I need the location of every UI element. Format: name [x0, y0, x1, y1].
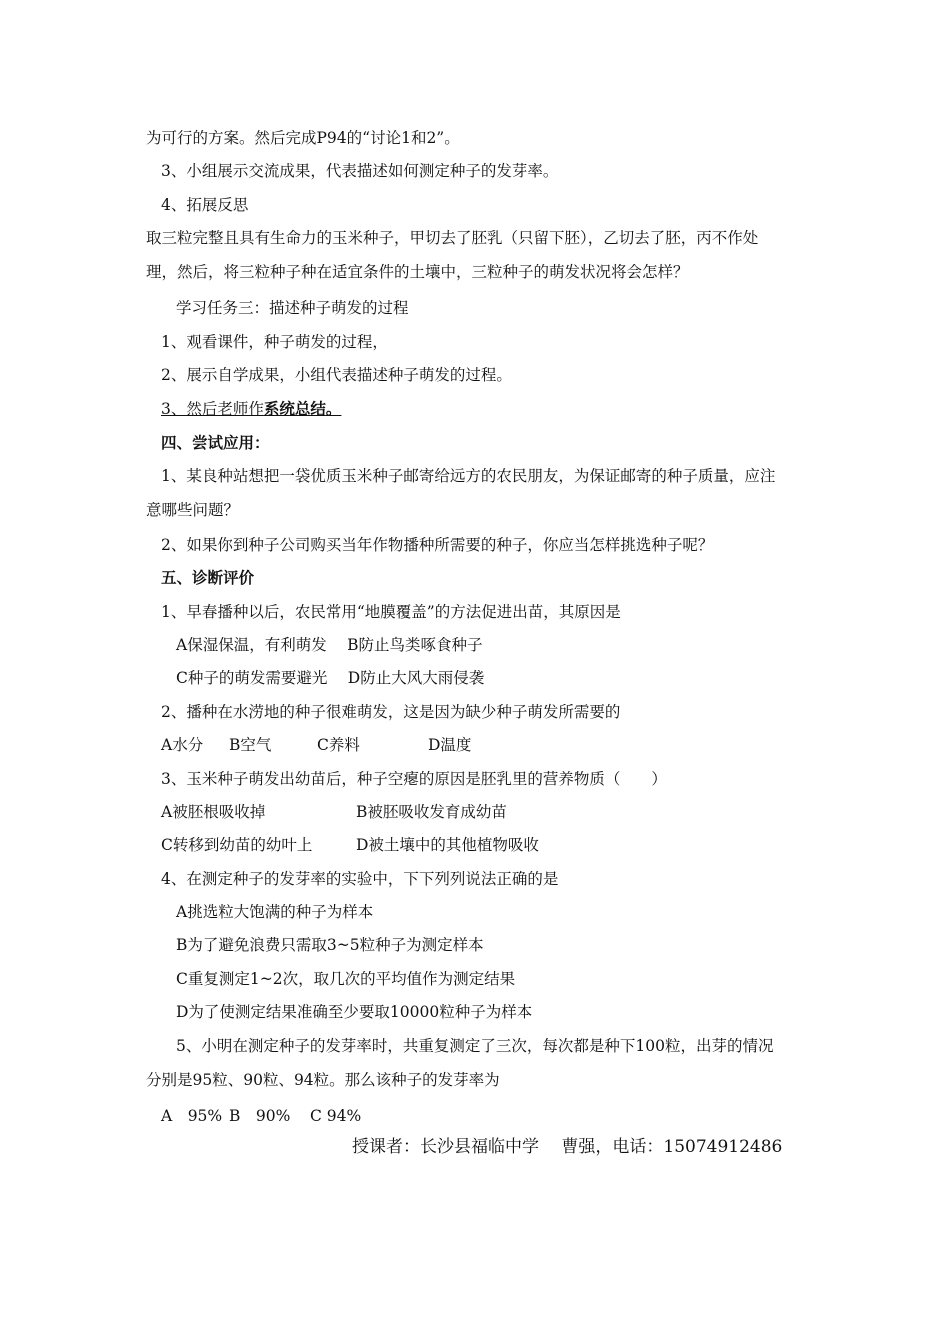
question-text: 分别是95粒、90粒、94粒。那么该种子的发芽率为	[146, 1071, 500, 1089]
question-text: 1、早春播种以后，农民常用“地膜覆盖”的方法促进出苗，其原因是	[161, 603, 621, 621]
section-heading: 五、诊断评价	[161, 568, 255, 587]
question-text: 2、如果你到种子公司购买当年作物播种所需要的种子，你应当怎样挑选种子呢？	[161, 536, 714, 554]
line-text: 。	[325, 399, 342, 418]
question-text: 意哪些问题？	[146, 501, 240, 519]
question-text: 4、在测定种子的发芽率的实验中，下下列列说法正确的是	[161, 870, 559, 888]
question-text: 1、某良种站想把一袋优质玉米种子邮寄给远方的农民朋友，为保证邮寄的种子质量，应注	[161, 467, 776, 485]
answer-options: C种子的萌发需要避光 D防止大风大雨侵袭	[176, 669, 485, 687]
answer-option: C 94%	[310, 1107, 362, 1125]
answer-option: A水分	[161, 736, 204, 754]
answer-option: D温度	[428, 736, 472, 754]
section-heading: 四、尝试应用：	[161, 433, 270, 452]
answer-option: B空气	[229, 736, 272, 754]
answer-option: C重复测定1~2次，取几次的平均值作为测定结果	[176, 970, 516, 988]
answer-option: D为了使测定结果准确至少要取10000粒种子为样本	[176, 1003, 533, 1021]
paragraph-line: 2、展示自学成果，小组代表描述种子萌发的过程。	[161, 366, 512, 384]
question-text: 2、播种在水涝地的种子很难萌发，这是因为缺少种子萌发所需要的	[161, 703, 621, 721]
paragraph-line: 3、小组展示交流成果，代表描述如何测定种子的发芽率。	[161, 162, 559, 180]
paragraph-line: 4、拓展反思	[161, 196, 249, 214]
paragraph-line	[161, 399, 341, 419]
task-heading: 学习任务三：描述种子萌发的过程	[176, 299, 409, 317]
question-text: 5、小明在测定种子的发芽率时，共重复测定了三次，每次都是种下100粒，出芽的情况	[176, 1037, 774, 1055]
emphasis-text: 系统总结	[263, 399, 326, 418]
answer-option: B 90%	[229, 1107, 291, 1125]
paragraph-line: 为可行的方案。然后完成P94的“讨论1和2”。	[146, 129, 460, 147]
line-text: 3、然后老师作	[161, 400, 264, 418]
answer-option: D被土壤中的其他植物吸收	[356, 836, 539, 854]
author-footer: 授课者：长沙县福临中学 曹强，电话：15074912486	[352, 1137, 783, 1157]
answer-option: A 95%	[161, 1107, 223, 1125]
paragraph-line: 理，然后，将三粒种子种在适宜条件的土壤中，三粒种子的萌发状况将会怎样？	[146, 263, 689, 281]
answer-option: C养料	[317, 736, 360, 754]
answer-option: B为了避免浪费只需取3~5粒种子为测定样本	[176, 936, 484, 954]
paragraph-line: 1、观看课件，种子萌发的过程，	[161, 333, 388, 351]
answer-option: B被胚吸收发育成幼苗	[356, 803, 507, 821]
paragraph-line: 取三粒完整且具有生命力的玉米种子，甲切去了胚乳（只留下胚），乙切去了胚，丙不作处	[146, 229, 759, 247]
answer-option: A挑选粒大饱满的种子为样本	[176, 903, 374, 921]
answer-option: C转移到幼苗的幼叶上	[161, 836, 313, 854]
answer-options: A保湿保温，有利萌发 B防止鸟类啄食种子	[176, 636, 483, 654]
answer-option: A被胚根吸收掉	[161, 803, 266, 821]
question-text: 3、玉米种子萌发出幼苗后，种子空瘪的原因是胚乳里的营养物质（ ）	[161, 770, 667, 788]
